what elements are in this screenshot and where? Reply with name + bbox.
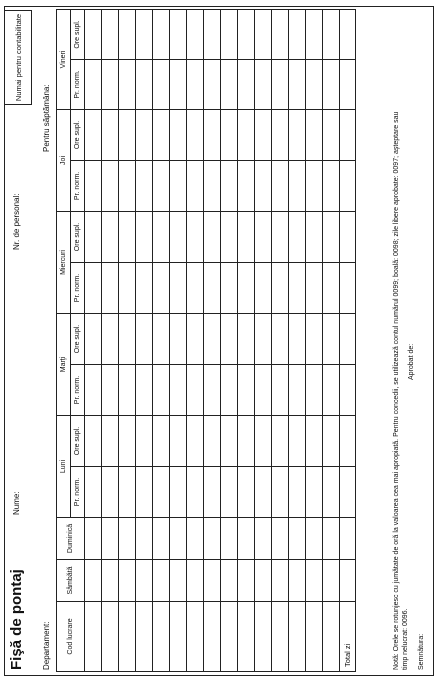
entry-cell[interactable] — [306, 160, 323, 211]
entry-cell[interactable] — [238, 59, 255, 109]
total-cell[interactable] — [340, 109, 356, 160]
table-row — [136, 9, 153, 671]
entry-cell[interactable] — [153, 602, 170, 672]
entry-cell[interactable] — [204, 415, 221, 466]
entry-cell[interactable] — [136, 313, 153, 364]
entry-cell[interactable] — [221, 59, 238, 109]
entry-cell[interactable] — [272, 602, 289, 672]
entry-cell[interactable] — [153, 313, 170, 364]
entry-cell[interactable] — [238, 560, 255, 602]
entry-cell[interactable] — [102, 602, 119, 672]
entry-cell[interactable] — [306, 262, 323, 313]
entry-cell[interactable] — [170, 59, 187, 109]
total-cell[interactable] — [340, 467, 356, 518]
entry-cell[interactable] — [102, 467, 119, 518]
entry-cell[interactable] — [102, 160, 119, 211]
entry-cell[interactable] — [255, 262, 272, 313]
entry-cell[interactable] — [119, 518, 136, 560]
entry-cell[interactable] — [289, 160, 306, 211]
entry-cell[interactable] — [102, 415, 119, 466]
entry-cell[interactable] — [289, 415, 306, 466]
name-label: Nume: — [12, 491, 21, 515]
entry-cell[interactable] — [170, 160, 187, 211]
entry-cell[interactable] — [204, 364, 221, 415]
entry-cell[interactable] — [204, 109, 221, 160]
entry-cell[interactable] — [289, 262, 306, 313]
table-row — [255, 9, 272, 671]
entry-cell[interactable] — [85, 313, 102, 364]
entry-cell[interactable] — [170, 364, 187, 415]
entry-cell[interactable] — [153, 211, 170, 262]
entry-cell[interactable] — [136, 602, 153, 672]
entry-cell[interactable] — [323, 59, 340, 109]
entry-cell[interactable] — [136, 518, 153, 560]
entry-cell[interactable] — [289, 364, 306, 415]
entry-cell[interactable] — [272, 9, 289, 59]
table-row — [85, 9, 102, 671]
col-header-friday: Vineri — [57, 9, 71, 109]
footnote: Notă: Orele se rotunjesc cu jumătate de oră la valoarea cea mai apropiată. Pentru concedii, se utilizează contul numărul 0099; boală: 0098; zile libere aprobate: 0097; aşteptare sau timp nelucrat: 0096. — [393, 111, 409, 670]
entry-cell[interactable] — [323, 364, 340, 415]
entry-cell[interactable] — [204, 518, 221, 560]
entry-cell[interactable] — [238, 518, 255, 560]
entry-cell[interactable] — [306, 364, 323, 415]
entry-cell[interactable] — [119, 59, 136, 109]
subheader-overtime-0: Ore supl. — [71, 415, 85, 466]
entry-cell[interactable] — [255, 109, 272, 160]
entry-cell[interactable] — [187, 602, 204, 672]
subheader-norm-hours-3: Pr. norm. — [71, 160, 85, 211]
personal-number-label: Nr. de personal: — [12, 193, 21, 250]
entry-cell[interactable] — [170, 262, 187, 313]
entry-cell[interactable] — [323, 211, 340, 262]
entry-cell[interactable] — [119, 560, 136, 602]
entry-cell[interactable] — [204, 560, 221, 602]
total-cell[interactable] — [340, 313, 356, 364]
entry-cell[interactable] — [323, 415, 340, 466]
entry-cell[interactable] — [153, 518, 170, 560]
entry-cell[interactable] — [204, 602, 221, 672]
table-row — [289, 9, 306, 671]
entry-cell[interactable] — [255, 560, 272, 602]
entry-cell[interactable] — [289, 211, 306, 262]
entry-cell[interactable] — [187, 59, 204, 109]
entry-cell[interactable] — [221, 518, 238, 560]
entry-cell[interactable] — [170, 313, 187, 364]
entry-cell[interactable] — [119, 415, 136, 466]
table-row — [306, 9, 323, 671]
subheader-overtime-3: Ore supl. — [71, 109, 85, 160]
entry-cell[interactable] — [221, 262, 238, 313]
entry-cell[interactable] — [153, 415, 170, 466]
entry-cell[interactable] — [323, 518, 340, 560]
entry-cell[interactable] — [221, 364, 238, 415]
week-label: Pentru săptămâna: — [42, 84, 51, 152]
entry-cell[interactable] — [85, 518, 102, 560]
entry-cell[interactable] — [272, 364, 289, 415]
entry-cell[interactable] — [170, 467, 187, 518]
entry-cell[interactable] — [153, 467, 170, 518]
entry-cell[interactable] — [238, 160, 255, 211]
entry-cell[interactable] — [136, 211, 153, 262]
entry-cell[interactable] — [306, 211, 323, 262]
entry-cell[interactable] — [119, 467, 136, 518]
entry-cell[interactable] — [272, 560, 289, 602]
entry-cell[interactable] — [85, 9, 102, 59]
entry-cell[interactable] — [255, 211, 272, 262]
entry-cell[interactable] — [187, 560, 204, 602]
entry-cell[interactable] — [306, 518, 323, 560]
entry-cell[interactable] — [255, 467, 272, 518]
entry-cell[interactable] — [289, 518, 306, 560]
entry-cell[interactable] — [119, 262, 136, 313]
entry-cell[interactable] — [306, 313, 323, 364]
entry-cell[interactable] — [323, 313, 340, 364]
entry-cell[interactable] — [272, 109, 289, 160]
department-label: Departament: — [42, 621, 51, 670]
entry-cell[interactable] — [170, 415, 187, 466]
form-title: Fişă de pontaj — [8, 569, 25, 670]
entry-cell[interactable] — [221, 467, 238, 518]
entry-cell[interactable] — [85, 211, 102, 262]
entry-cell[interactable] — [272, 262, 289, 313]
entry-cell[interactable] — [306, 415, 323, 466]
entry-cell[interactable] — [238, 364, 255, 415]
entry-cell[interactable] — [306, 467, 323, 518]
entry-cell[interactable] — [238, 9, 255, 59]
entry-cell[interactable] — [272, 59, 289, 109]
total-label: Total zi — [340, 602, 356, 672]
subheader-overtime-1: Ore supl. — [71, 313, 85, 364]
subheader-norm-hours-4: Pr. norm. — [71, 59, 85, 109]
entry-cell[interactable] — [323, 560, 340, 602]
table-row — [153, 9, 170, 671]
entry-cell[interactable] — [102, 59, 119, 109]
entry-cell[interactable] — [289, 109, 306, 160]
entry-cell[interactable] — [255, 602, 272, 672]
entry-cell[interactable] — [85, 109, 102, 160]
entry-cell[interactable] — [204, 160, 221, 211]
subheader-overtime-2: Ore supl. — [71, 211, 85, 262]
entry-cell[interactable] — [153, 160, 170, 211]
entry-cell[interactable] — [221, 313, 238, 364]
entry-cell[interactable] — [85, 364, 102, 415]
entry-cell[interactable] — [255, 415, 272, 466]
entry-cell[interactable] — [119, 211, 136, 262]
entry-cell[interactable] — [85, 602, 102, 672]
entry-cell[interactable] — [204, 9, 221, 59]
table-row — [119, 9, 136, 671]
total-cell[interactable] — [340, 364, 356, 415]
entry-cell[interactable] — [289, 9, 306, 59]
col-header-tuesday: Marţi — [57, 313, 71, 415]
table-row — [102, 9, 119, 671]
entry-cell[interactable] — [204, 467, 221, 518]
entry-cell[interactable] — [136, 415, 153, 466]
entry-cell[interactable] — [102, 364, 119, 415]
entry-cell[interactable] — [289, 467, 306, 518]
entry-cell[interactable] — [272, 415, 289, 466]
entry-cell[interactable] — [289, 602, 306, 672]
col-header-thursday: Joi — [57, 109, 71, 211]
entry-cell[interactable] — [238, 467, 255, 518]
entry-cell[interactable] — [204, 211, 221, 262]
col-header-saturday: Sâmbătă — [57, 560, 85, 602]
total-row — [340, 9, 356, 671]
entry-cell[interactable] — [119, 364, 136, 415]
entry-cell[interactable] — [136, 560, 153, 602]
entry-cell[interactable] — [255, 160, 272, 211]
subheader-norm-hours-2: Pr. norm. — [71, 262, 85, 313]
entry-cell[interactable] — [306, 560, 323, 602]
entry-cell[interactable] — [119, 109, 136, 160]
entry-cell[interactable] — [221, 9, 238, 59]
entry-cell[interactable] — [170, 211, 187, 262]
entry-cell[interactable] — [102, 211, 119, 262]
total-cell[interactable] — [340, 560, 356, 602]
entry-cell[interactable] — [238, 313, 255, 364]
entry-cell[interactable] — [187, 518, 204, 560]
entry-cell[interactable] — [272, 518, 289, 560]
entry-cell[interactable] — [85, 415, 102, 466]
entry-cell[interactable] — [306, 109, 323, 160]
entry-cell[interactable] — [323, 9, 340, 59]
entry-cell[interactable] — [221, 211, 238, 262]
total-cell[interactable] — [340, 518, 356, 560]
entry-cell[interactable] — [255, 364, 272, 415]
entry-cell[interactable] — [153, 262, 170, 313]
approved-by-label: Aprobat de: — [408, 343, 415, 380]
entry-cell[interactable] — [102, 109, 119, 160]
entry-cell[interactable] — [170, 602, 187, 672]
subheader-overtime-4: Ore supl. — [71, 9, 85, 59]
entry-cell[interactable] — [272, 313, 289, 364]
entry-cell[interactable] — [306, 59, 323, 109]
total-cell[interactable] — [340, 262, 356, 313]
entry-cell[interactable] — [323, 160, 340, 211]
entry-cell[interactable] — [102, 518, 119, 560]
entry-cell[interactable] — [153, 9, 170, 59]
total-cell[interactable] — [340, 211, 356, 262]
entry-cell[interactable] — [255, 518, 272, 560]
entry-cell[interactable] — [136, 59, 153, 109]
entry-cell[interactable] — [136, 467, 153, 518]
entry-cell[interactable] — [272, 160, 289, 211]
col-header-monday: Luni — [57, 415, 71, 517]
table-row — [187, 9, 204, 671]
entry-cell[interactable] — [238, 211, 255, 262]
entry-cell[interactable] — [306, 9, 323, 59]
entry-cell[interactable] — [204, 59, 221, 109]
entry-cell[interactable] — [255, 59, 272, 109]
total-cell[interactable] — [340, 59, 356, 109]
col-header-code: Cod lucrare — [57, 602, 85, 672]
entry-cell[interactable] — [221, 560, 238, 602]
table-row — [221, 9, 238, 671]
table-row — [204, 9, 221, 671]
entry-cell[interactable] — [119, 9, 136, 59]
entry-cell[interactable] — [187, 211, 204, 262]
entry-cell[interactable] — [238, 602, 255, 672]
entry-cell[interactable] — [187, 9, 204, 59]
entry-cell[interactable] — [119, 602, 136, 672]
table-row — [272, 9, 289, 671]
entry-cell[interactable] — [136, 9, 153, 59]
entry-cell[interactable] — [187, 109, 204, 160]
total-cell[interactable] — [340, 415, 356, 466]
entry-cell[interactable] — [102, 560, 119, 602]
entry-cell[interactable] — [119, 313, 136, 364]
table-row — [170, 9, 187, 671]
entry-cell[interactable] — [238, 262, 255, 313]
entry-cell[interactable] — [187, 415, 204, 466]
entry-cell[interactable] — [204, 262, 221, 313]
entry-cell[interactable] — [238, 415, 255, 466]
entry-cell[interactable] — [153, 560, 170, 602]
entry-cell[interactable] — [187, 467, 204, 518]
accounting-only-box: Numai pentru contabilitate — [4, 10, 32, 105]
entry-cell[interactable] — [153, 59, 170, 109]
entry-cell[interactable] — [289, 313, 306, 364]
col-header-wednesday: Miercuri — [57, 211, 71, 313]
entry-cell[interactable] — [221, 415, 238, 466]
entry-cell[interactable] — [85, 467, 102, 518]
entry-cell[interactable] — [102, 313, 119, 364]
entry-cell[interactable] — [187, 262, 204, 313]
entry-cell[interactable] — [170, 518, 187, 560]
entry-cell[interactable] — [187, 364, 204, 415]
entry-cell[interactable] — [170, 9, 187, 59]
entry-cell[interactable] — [323, 109, 340, 160]
total-cell[interactable] — [340, 9, 356, 59]
entry-cell[interactable] — [289, 59, 306, 109]
entry-cell[interactable] — [85, 560, 102, 602]
timesheet-table — [56, 9, 356, 672]
entry-cell[interactable] — [221, 160, 238, 211]
entry-cell[interactable] — [85, 160, 102, 211]
entry-cell[interactable] — [119, 160, 136, 211]
entry-cell[interactable] — [272, 467, 289, 518]
total-cell[interactable] — [340, 160, 356, 211]
entry-cell[interactable] — [272, 211, 289, 262]
entry-cell[interactable] — [153, 109, 170, 160]
entry-cell[interactable] — [170, 109, 187, 160]
entry-cell[interactable] — [187, 313, 204, 364]
entry-cell[interactable] — [306, 602, 323, 672]
subheader-norm-hours-1: Pr. norm. — [71, 364, 85, 415]
entry-cell[interactable] — [255, 9, 272, 59]
entry-cell[interactable] — [102, 262, 119, 313]
entry-cell[interactable] — [323, 262, 340, 313]
subheader-norm-hours-0: Pr. norm. — [71, 467, 85, 518]
entry-cell[interactable] — [136, 364, 153, 415]
entry-cell[interactable] — [136, 262, 153, 313]
entry-cell[interactable] — [85, 59, 102, 109]
entry-cell[interactable] — [255, 313, 272, 364]
entry-cell[interactable] — [323, 467, 340, 518]
col-header-sunday: Duminică — [57, 518, 85, 560]
table-row — [323, 9, 340, 671]
entry-cell[interactable] — [221, 109, 238, 160]
entry-cell[interactable] — [221, 602, 238, 672]
entry-cell[interactable] — [136, 160, 153, 211]
entry-cell[interactable] — [204, 313, 221, 364]
entry-cell[interactable] — [85, 262, 102, 313]
table-row — [238, 9, 255, 671]
entry-cell[interactable] — [102, 9, 119, 59]
entry-cell[interactable] — [170, 560, 187, 602]
entry-cell[interactable] — [187, 160, 204, 211]
entry-cell[interactable] — [323, 602, 340, 672]
entry-cell[interactable] — [153, 364, 170, 415]
entry-cell[interactable] — [238, 109, 255, 160]
entry-cell[interactable] — [289, 560, 306, 602]
entry-cell[interactable] — [136, 109, 153, 160]
signature-label: Semnătura: — [418, 633, 425, 670]
